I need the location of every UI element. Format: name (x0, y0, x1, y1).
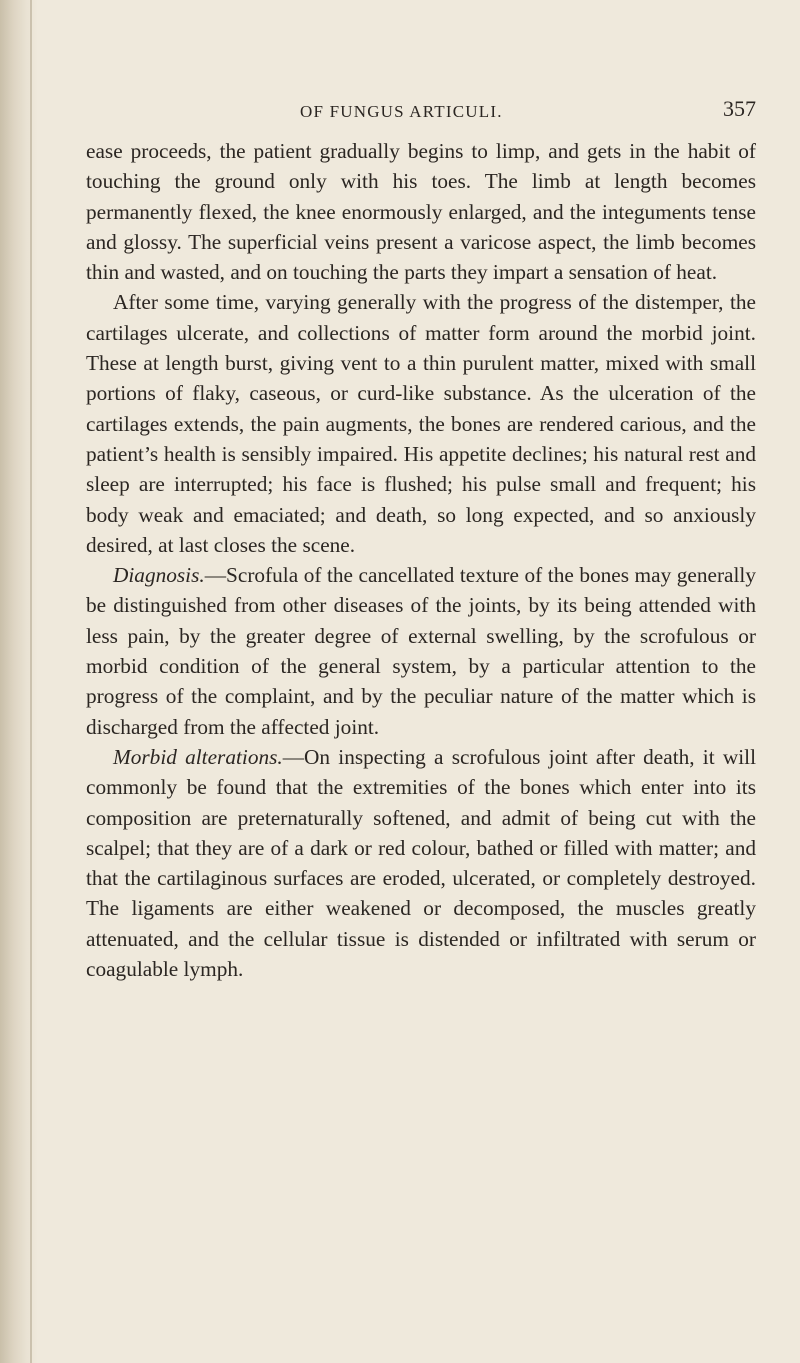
paragraph-diagnosis (86, 560, 756, 742)
paragraph-morbid-alterations (86, 742, 756, 984)
running-head: OF FUNGUS ARTICULI. (300, 102, 503, 121)
page-header (86, 96, 756, 136)
book-page (86, 96, 756, 984)
paragraph-2-text: After some time, varying generally with the progress of the distemper, the cartilages ulcerate, and collections of matter form around the morbid joint. These at length burst, giving vent to a thin purulent matter, mixed with small portions of flaky, caseous, or curd-like substance. As the ulceration of the cartilages extends, the pain augments, the bones are rendered carious, and the patient’s health is sensibly impaired. His appetite declines; his natural rest and sleep are interrupted; his face is flushed; his pulse small and frequent; his body weak and emaciated; and death, so long expected, and so anxiously desired, at last closes the scene. (86, 290, 756, 557)
paragraph-morbid-alterations-text: —On inspecting a scrofulous joint after death, it will commonly be found that the extremities of the bones which enter into its composition are preternaturally softened, and admit of being cut with the scalpel; that they are of a dark or red colour, bathed or filled with matter; and that the cartilaginous surfaces are eroded, ulcerated, or completely destroyed. The ligaments are either weakened or decomposed, the muscles greatly attenuated, and the cellular tissue is distended or infiltrated with serum or coagulable lymph. (86, 744, 756, 982)
page-number: 357 (723, 96, 756, 121)
binding-gutter (0, 0, 38, 1363)
paragraph-1-text: ease proceeds, the patient gradually begins to limp, and gets in the habit of touching the ground only with his toes. The limb at length becomes permanently flexed, the knee enormously enlarged, and the integuments tense and glossy. The superficial veins present a varicose aspect, the limb becomes thin and wasted, and on touching the parts they impart a sensation of heat. (86, 139, 756, 285)
section-heading-morbid-alterations: Morbid alterations. (113, 744, 283, 769)
body-text (86, 136, 756, 984)
paragraph-2 (86, 287, 756, 560)
section-heading-diagnosis: Diagnosis. (113, 563, 205, 588)
paragraph-diagnosis-text: —Scrofula of the cancellated texture of the bones may generally be distinguished from other diseases of the joints, by its being attended with less pain, by the greater degree of external swelling, by the scrofulous or morbid condition of the general system, by a particular attention to the progress of the complaint, and by the peculiar nature of the matter which is discharged from the affected joint. (86, 563, 756, 739)
binding-edge (30, 0, 32, 1363)
paragraph-1 (86, 136, 756, 287)
